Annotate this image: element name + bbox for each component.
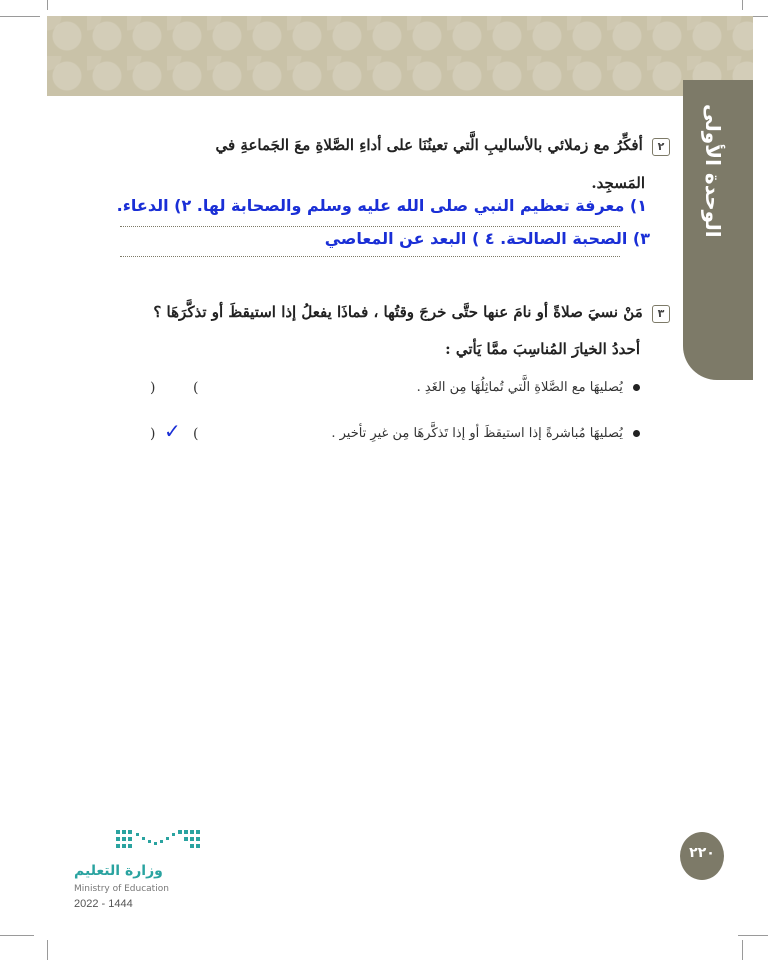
question-3: ٣ مَنْ نسيَ صلاةً أو نامَ عنها حتَّى خرجَ وقتُها ، فماذَا يفعلُ إذا استيقظَ أو تذكَّرَهَا ؟: [130, 303, 670, 323]
answer-line-2: ٣) الصحبة الصالحة. ٤ ) البعد عن المعاصي: [324, 229, 650, 248]
crop-mark: [0, 16, 40, 17]
option-1-close-paren: ): [150, 380, 156, 396]
crop-mark: [742, 0, 743, 10]
option-2-close-paren: ): [150, 426, 156, 442]
check-icon[interactable]: ✓: [164, 419, 181, 443]
answer-dotted-line: [120, 256, 620, 257]
question-3-number: ٣: [652, 305, 670, 323]
question-2-number: ٢: [652, 138, 670, 156]
crop-mark: [47, 940, 48, 960]
option-1: [300, 380, 640, 395]
option-2: [285, 426, 640, 441]
ministry-logo-icon: [116, 828, 202, 858]
answer-dotted-line: [120, 226, 620, 227]
answer-line-1: ١) معرفة تعظيم النبي صلى الله عليه وسلم والصحابة لها. ٢) الدعاء.: [116, 196, 647, 215]
header-pattern-band: [47, 16, 753, 96]
question-3-instruction: أحددُ الخيارَ المُناسِبَ ممَّا يَأتي :: [445, 340, 640, 358]
bullet-icon: [633, 384, 640, 391]
option-1-answer-box[interactable]: [164, 376, 188, 398]
option-1-open-paren: (: [193, 380, 199, 396]
bullet-icon: [633, 430, 640, 437]
option-1-text: يُصليهَا مع الصَّلاةِ الَّتي تُماثِلُهَا مِن الغَدِ .: [416, 380, 623, 395]
question-2-line1: ٢ أفكِّرُ مع زملائي بالأساليبِ الَّتي تعينُنَا على أداءِ الصَّلاةِ معَ الجَماعةِ في: [216, 136, 670, 154]
crop-mark: [47, 0, 48, 10]
question-2-line2: المَسجِد.: [591, 174, 645, 192]
crop-mark: [742, 940, 743, 960]
ministry-name-arabic: وزارة التعليم: [74, 863, 163, 879]
edition-year: 2022 - 1444: [74, 898, 133, 910]
unit-tab-label: الوحدة الأولى: [701, 104, 725, 238]
page-number: ٢٢٠: [689, 845, 715, 861]
ministry-name-english: Ministry of Education: [74, 884, 169, 894]
question-2: [150, 136, 670, 156]
option-2-open-paren: (: [193, 426, 199, 442]
crop-mark: [738, 935, 768, 936]
crop-mark: [0, 935, 34, 936]
option-2-text: يُصليهَا مُباشرةً إذا استيقظَ أو إذا تَذكَّرهَا مِن غيرِ تأخير .: [331, 426, 623, 441]
